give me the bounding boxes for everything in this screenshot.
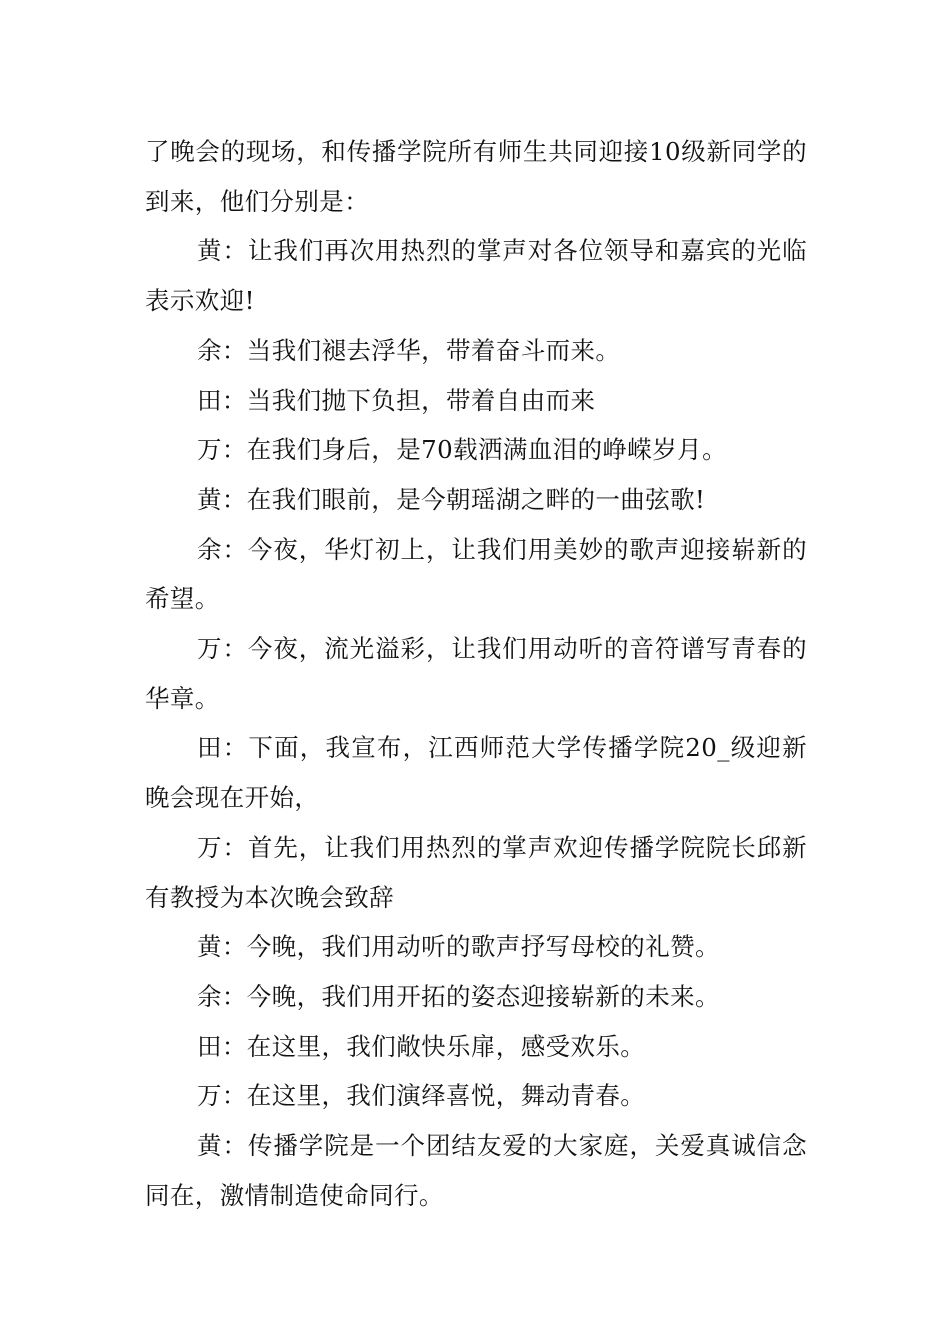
paragraph-4: 田：当我们抛下负担，带着自由而来 xyxy=(197,385,596,415)
paragraph-7: 余：今夜，华灯初上，让我们用美妙的歌声迎接崭新的希望。 xyxy=(145,534,807,614)
paragraph-10: 万：首先，让我们用热烈的掌声欢迎传播学院院长邱新有教授为本次晚会致辞 xyxy=(145,832,807,912)
paragraph-1: 了晚会的现场，和传播学院所有师生共同迎接10级新同学的到来，他们分别是： xyxy=(145,137,807,216)
paragraph-5: 万：在我们身后，是70载洒满血泪的峥嵘岁月。 xyxy=(197,435,727,465)
paragraph-6: 黄：在我们眼前，是今朝瑶湖之畔的一曲弦歌! xyxy=(197,484,706,514)
paragraph-8: 万：今夜，流光溢彩，让我们用动听的音符谱写青春的华章。 xyxy=(145,634,807,713)
document-body xyxy=(145,127,807,1220)
paragraph-12: 余：今晚，我们用开拓的姿态迎接崭新的未来。 xyxy=(197,981,720,1011)
paragraph-13: 田：在这里，我们敞快乐扉，感受欢乐。 xyxy=(197,1031,646,1061)
paragraph-2: 黄：让我们再次用热烈的掌声对各位领导和嘉宾的光临表示欢迎! xyxy=(145,236,807,316)
paragraph-9: 田：下面，我宣布，江西师范大学传播学院20_级迎新晚会现在开始， xyxy=(145,733,807,813)
paragraph-15: 黄：传播学院是一个团结友爱的大家庭，关爱真诚信念同在，激情制造使命同行。 xyxy=(145,1131,807,1210)
paragraph-3: 余：当我们褪去浮华，带着奋斗而来。 xyxy=(197,335,621,365)
paragraph-14: 万：在这里，我们演绎喜悦，舞动青春。 xyxy=(197,1081,646,1111)
paragraph-11: 黄：今晚，我们用动听的歌声抒写母校的礼赞。 xyxy=(197,932,720,962)
